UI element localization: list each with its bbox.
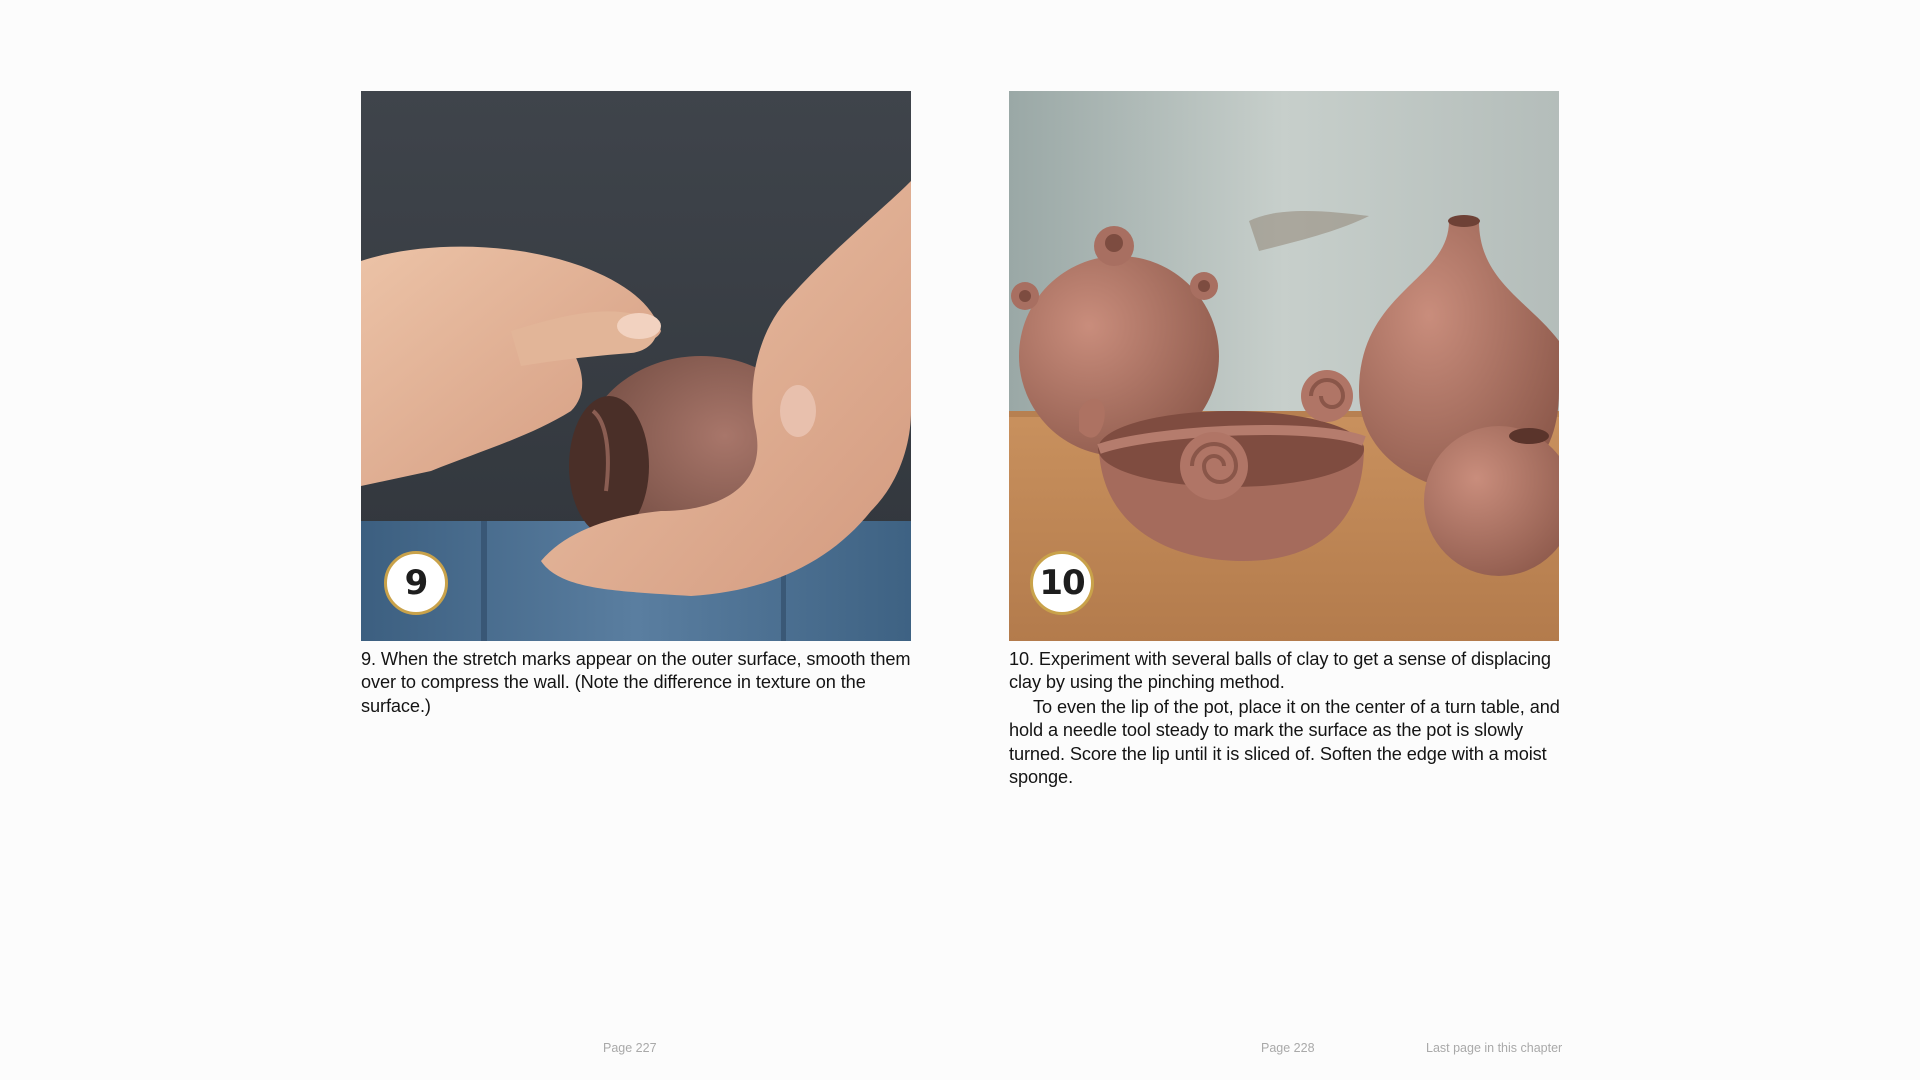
- page-number-right: Page 228: [1261, 1041, 1315, 1055]
- page-number-left: Page 227: [603, 1041, 657, 1055]
- step-number-badge: 10: [1030, 551, 1094, 615]
- clay-pots-illustration: [1009, 91, 1559, 641]
- caption-paragraph: 9. When the stretch marks appear on the outer surface, smooth them over to compress the wall. (Note the difference in texture on the surface.): [361, 649, 911, 716]
- step-9-caption: [361, 648, 913, 718]
- caption-paragraph: To even the lip of the pot, place it on the center of a turn table, and hold a needle tool steady to mark the surface as the pot is slowly turned. Score the lip until it is sliced of. Soften the edge with a moist sponge.: [1009, 696, 1560, 788]
- step-10-caption: [1009, 648, 1561, 789]
- caption-paragraph: 10. Experiment with several balls of clay to get a sense of displacing clay by using the pinching method.: [1009, 649, 1551, 693]
- chapter-end-note: Last page in this chapter: [1426, 1041, 1563, 1055]
- step-10-photo: [1009, 91, 1559, 641]
- step-number-badge: 9: [384, 551, 448, 615]
- hands-pinching-pot-illustration: [361, 91, 911, 641]
- step-9-photo: [361, 91, 911, 641]
